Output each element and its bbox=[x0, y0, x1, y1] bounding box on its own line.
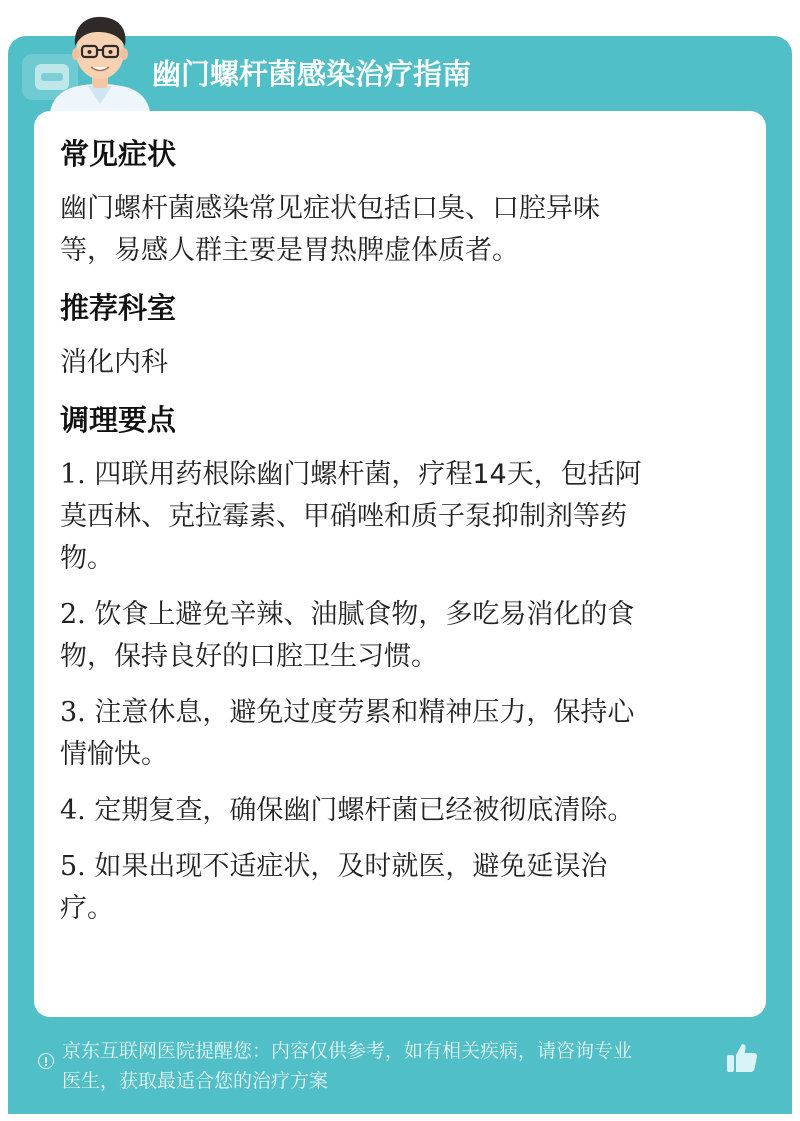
page-title: 幽门螺杆菌感染治疗指南 bbox=[152, 57, 472, 91]
department-text: 消化内科 bbox=[60, 347, 168, 378]
care-item bbox=[60, 846, 740, 930]
care-item-line: 饮食上避免辛辣、油腻食物，多吃易消化的食 bbox=[94, 599, 635, 630]
care-item bbox=[60, 454, 740, 580]
care-item-number: 3. bbox=[60, 697, 86, 728]
section-title-department: 推荐科室 bbox=[60, 291, 177, 325]
doctor-avatar bbox=[44, 8, 156, 112]
symptoms-line: 等，易感人群主要是胃热脾虚体质者。 bbox=[60, 235, 519, 266]
care-item-line: 注意休息，避免过度劳累和精神压力，保持心 bbox=[94, 697, 635, 728]
disclaimer-line: 京东互联网医院提醒您：内容仅供参考，如有相关疾病，请咨询专业 bbox=[62, 1040, 633, 1062]
care-item-line: 物，保持良好的口腔卫生习惯。 bbox=[60, 641, 438, 672]
care-item-line: 情愉快。 bbox=[60, 739, 168, 770]
care-item-number: 4. bbox=[60, 795, 86, 826]
care-item bbox=[60, 594, 740, 678]
care-item-line: 定期复查，确保幽门螺杆菌已经被彻底清除。 bbox=[94, 795, 635, 826]
care-item-line: 物。 bbox=[60, 543, 114, 574]
care-item bbox=[60, 790, 740, 832]
guide-content bbox=[60, 134, 740, 944]
info-icon bbox=[38, 1053, 54, 1069]
care-item-line: 莫西林、克拉霉素、甲硝唑和质子泵抑制剂等药 bbox=[60, 501, 627, 532]
disclaimer-text bbox=[62, 1036, 732, 1096]
section-title-symptoms: 常见症状 bbox=[60, 137, 177, 171]
section-title-care: 调理要点 bbox=[60, 403, 177, 437]
disclaimer-line: 医生，获取最适合您的治疗方案 bbox=[62, 1070, 329, 1092]
care-item-line: 如果出现不适症状，及时就医，避免延误治 bbox=[94, 851, 608, 882]
care-item bbox=[60, 692, 740, 776]
symptoms-line: 幽门螺杆菌感染常见症状包括口臭、口腔异味 bbox=[60, 193, 600, 224]
care-item-line: 疗。 bbox=[60, 893, 114, 924]
thumbs-up-icon[interactable] bbox=[724, 1040, 760, 1076]
care-item-number: 2. bbox=[60, 599, 86, 630]
care-item-number: 5. bbox=[60, 851, 86, 882]
care-item-line: 四联用药根除幽门螺杆菌，疗程14天，包括阿 bbox=[94, 459, 642, 490]
care-item-number: 1. bbox=[60, 459, 86, 490]
